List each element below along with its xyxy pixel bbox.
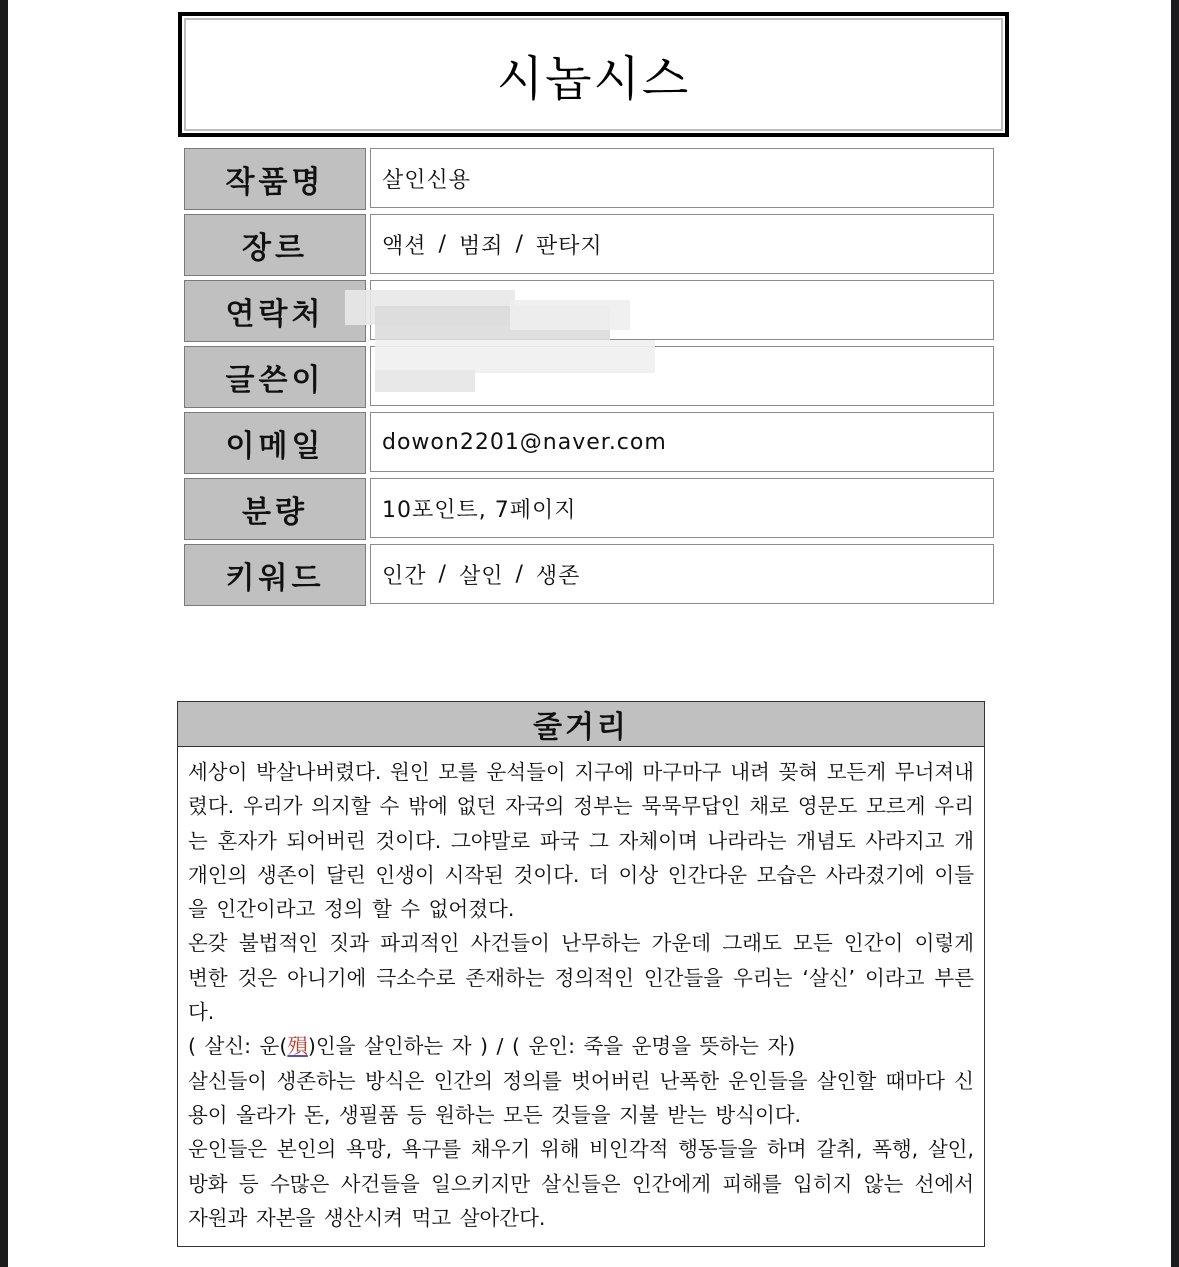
separator: / <box>515 231 524 257</box>
info-label: 작품명 <box>184 148 366 210</box>
info-label: 키워드 <box>184 544 366 606</box>
info-value-keywords <box>370 544 994 604</box>
title-box <box>178 12 1009 137</box>
keyword-item: 생존 <box>535 563 581 589</box>
keyword-item: 살인 <box>458 563 504 589</box>
work-title-text: 살인신용 <box>382 167 472 193</box>
info-label: 장르 <box>184 214 366 276</box>
genre-item: 액션 <box>382 233 427 259</box>
length-text: 10포인트, 7페이지 <box>382 497 577 523</box>
info-value-genre <box>370 214 994 274</box>
synopsis-paragraph: 세상이 박살나버렸다. 원인 모를 운석들이 지구에 마구마구 내려 꽂혀 모든게 무너져내렸다. 우리가 의지할 수 밖에 없던 자국의 정부는 묵묵무답인 채로 영문도 모르게 우리는 혼자가 되어버린 것이다. 그야말로 파국 그 자체이며 나라라는 개념도 사라지고 개개인의 생존이 달린 인생이 시작된 것이다. 더 이상 인간다운 모습은 사라졌기에 이들을 인간이라고 정의 할 수 없어졌다. <box>188 760 974 922</box>
synopsis-paragraph: 운인들은 본인의 욕망, 욕구를 채우기 위해 비인각적 행동들을 하며 갈취, 폭행, 살인, 방화 등 수많은 사건들을 일으키지만 살신들은 인간에게 피해를 입히지 않는 선에서 자원과 자본을 생산시켜 먹고 살아간다. <box>188 1137 974 1230</box>
info-value-work-title <box>370 148 994 208</box>
definition-suffix: )인을 살인하는 자 ) / ( 운인: 죽을 운명을 뜻하는 자) <box>307 1034 796 1059</box>
info-value-email <box>370 412 994 472</box>
keyword-item: 인간 <box>382 563 427 589</box>
info-row-length <box>184 478 997 540</box>
info-label: 글쓴이 <box>184 346 366 408</box>
title-inner <box>184 18 1003 131</box>
definition-line <box>188 1029 974 1063</box>
synopsis-paragraph: 온갖 불법적인 짓과 파괴적인 사건들이 난무하는 가운데 그래도 모든 인간이 이렇게 변한 것은 아니기에 극소수로 존재하는 정의적인 인간들을 우리는 ‘살신’ 이라고 부른다. <box>188 931 974 1025</box>
hanja-character: 殞 <box>287 1034 308 1059</box>
separator: / <box>438 561 447 587</box>
info-label: 이메일 <box>184 412 366 474</box>
viewer-frame-left <box>0 0 8 1267</box>
separator: / <box>515 561 524 587</box>
separator: / <box>438 231 447 257</box>
info-value-length <box>370 478 994 538</box>
document-title: 시놉시스 <box>496 51 691 107</box>
email-text: dowon2201@naver.com <box>382 429 667 455</box>
synopsis-paragraph: 살신들이 생존하는 방식은 인간의 정의를 벗어버린 난폭한 운인들을 살인할 때마다 신용이 올라가 돈, 생필품 등 원하는 모든 것들을 지불 받는 방식이다. <box>188 1068 974 1127</box>
synopsis-box <box>177 701 985 1247</box>
info-row-email <box>184 412 997 474</box>
definition-prefix: ( 살신: 운( <box>188 1034 288 1059</box>
info-row-title <box>184 148 997 210</box>
info-label: 연락처 <box>184 280 366 342</box>
synopsis-heading: 줄거리 <box>178 702 984 747</box>
viewer-frame-right <box>1171 0 1179 1267</box>
info-row-keywords <box>184 544 997 606</box>
genre-item: 판타지 <box>535 233 603 259</box>
genre-item: 범죄 <box>458 233 504 259</box>
info-row-genre <box>184 214 997 276</box>
synopsis-body <box>178 747 984 1235</box>
info-label: 분량 <box>184 478 366 540</box>
